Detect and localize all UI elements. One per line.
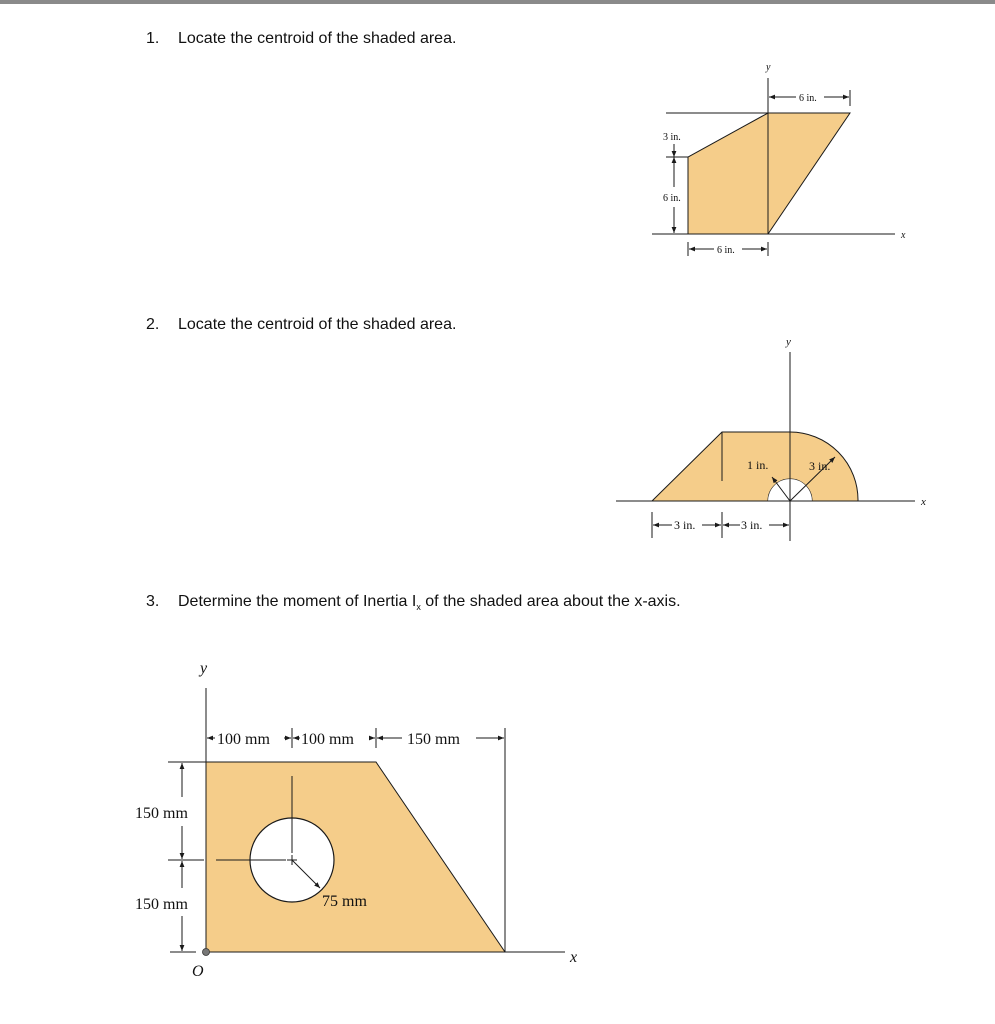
question-3-text-after: of the shaded area about the x-axis. [420, 593, 681, 610]
figure-2-dim-inner-radius: 1 in. [747, 458, 769, 472]
question-1-text: Locate the centroid of the shaded area. [178, 30, 457, 47]
figure-3-x-label: x [570, 949, 578, 966]
figure-3-dim-radius: 75 mm [322, 893, 367, 910]
question-3-text-before: Determine the moment of Inertia I [178, 593, 417, 610]
figure-3-y-label: y [200, 660, 208, 677]
figure-2-x-label: x [921, 496, 926, 508]
figure-1-y-label: y [766, 62, 771, 73]
figure-1-shape [688, 113, 850, 234]
figure-3-origin-label: O [192, 963, 204, 980]
figure-2-dim-bottom-right: 3 in. [741, 518, 763, 532]
figure-3-dim-top-3: 150 mm [407, 731, 460, 748]
question-3-subscript: x [416, 602, 421, 613]
figure-3-origin-point [203, 949, 210, 956]
figure-1-dim-left-bottom: 6 in. [663, 193, 681, 204]
figure-3 [168, 688, 565, 952]
figure-1-dim-bottom: 6 in. [717, 245, 735, 256]
figure-1 [652, 78, 895, 256]
figure-3-dim-top-2: 100 mm [301, 731, 354, 748]
figure-2-dim-outer-radius: 3 in. [809, 459, 831, 473]
question-2-text: Locate the centroid of the shaded area. [178, 316, 457, 333]
figure-1-x-label: x [901, 230, 906, 241]
figure-3-dim-top-1: 100 mm [217, 731, 270, 748]
figure-1-dim-left-top: 3 in. [663, 132, 681, 143]
figure-3-dim-left-bottom: 150 mm [135, 896, 188, 913]
question-3-number: 3. [146, 593, 160, 610]
figure-2-y-label: y [786, 336, 791, 348]
figure-1-dim-top: 6 in. [799, 93, 817, 104]
question-2-number: 2. [146, 316, 160, 333]
question-1-number: 1. [146, 30, 160, 47]
figure-2-dim-bottom-left: 3 in. [674, 518, 696, 532]
figure-3-dim-left-top: 150 mm [135, 805, 188, 822]
figure-2 [616, 352, 915, 541]
